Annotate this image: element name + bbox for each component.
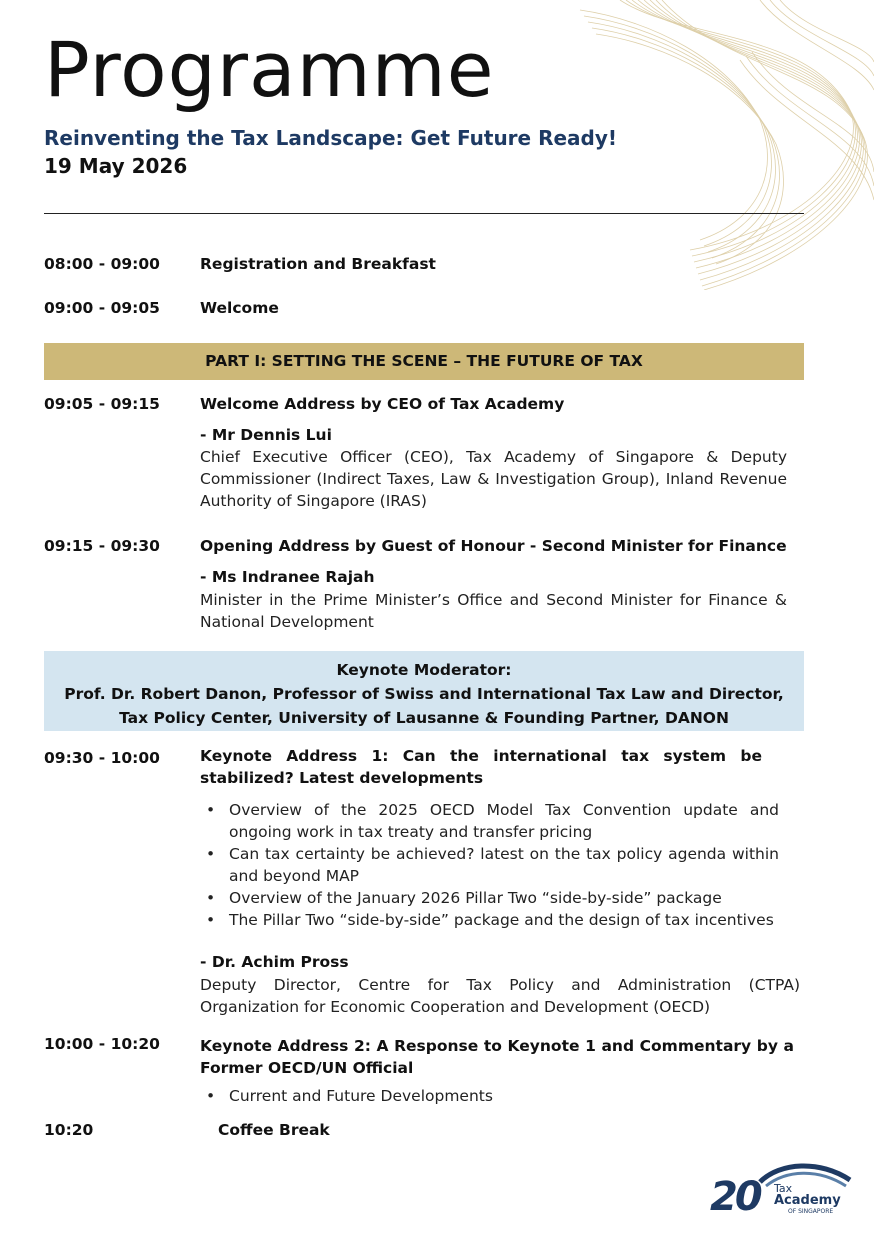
list-item: • Overview of the 2025 OECD Model Tax Convention update and ongoing work in tax treaty and transfer pricing [200, 799, 779, 843]
session-time: 09:30 - 10:00 [44, 749, 160, 767]
list-item: • The Pillar Two “side-by-side” package and the design of tax incentives [200, 909, 779, 931]
session-title: Keynote Address 1: Can the international tax system be stabilized? Latest developments [200, 747, 762, 787]
page-title: Programme [44, 25, 495, 114]
list-item: • Overview of the January 2026 Pillar Two “side-by-side” package [200, 887, 779, 909]
event-subtitle: Reinventing the Tax Landscape: Get Future Ready! [44, 126, 618, 150]
session-time: 09:00 - 09:05 [44, 299, 160, 317]
session-time: 10:00 - 10:20 [44, 1035, 160, 1053]
moderator-name-line: Prof. Dr. Robert Danon, Professor of Swiss and International Tax Law and Director, [64, 685, 784, 703]
list-item: • Can tax certainty be achieved? latest on the tax policy agenda within and beyond MAP [200, 843, 779, 887]
logo-number: 20 [710, 1174, 760, 1220]
moderator-affiliation-line: Tax Policy Center, University of Lausanne & Founding Partner, DANON [119, 709, 729, 727]
speaker-name: - Dr. Achim Pross [200, 953, 349, 971]
session-topics-list [200, 1085, 779, 1107]
session-time: 08:00 - 09:00 [44, 255, 160, 273]
session-time: 10:20 [44, 1121, 94, 1139]
tax-academy-logo [710, 1160, 855, 1222]
speaker-name: - Mr Dennis Lui [200, 426, 332, 444]
event-date: 19 May 2026 [44, 154, 188, 178]
session-title: Welcome Address by CEO of Tax Academy [200, 395, 565, 413]
keynote-moderator-band [44, 651, 804, 731]
logo-text-singapore: OF SINGAPORE [788, 1208, 834, 1215]
session-title: Keynote Address 2: A Response to Keynote 1 and Commentary by a Former OECD/UN Official [200, 1037, 794, 1077]
speaker-description: Chief Executive Officer (CEO), Tax Academy of Singapore & Deputy Commissioner (Indirect Taxes, Law & Investigation Group), Inland Revenue Authority of Singapore (IRAS) [200, 448, 787, 510]
moderator-label: Keynote Moderator: [336, 661, 512, 679]
session-title: Coffee Break [218, 1121, 330, 1139]
list-item: • Current and Future Developments [200, 1085, 779, 1107]
header-divider [44, 213, 804, 214]
session-time: 09:15 - 09:30 [44, 537, 160, 555]
speaker-description: Minister in the Prime Minister’s Office and Second Minister for Finance & National Development [200, 591, 787, 631]
session-time: 09:05 - 09:15 [44, 395, 160, 413]
session-topics-list [200, 799, 779, 931]
part-one-band: PART I: SETTING THE SCENE – THE FUTURE OF TAX [44, 343, 804, 380]
speaker-name: - Ms Indranee Rajah [200, 568, 375, 586]
session-title: Registration and Breakfast [200, 255, 436, 273]
logo-text-tax: Tax [774, 1182, 793, 1195]
logo-text-academy: Academy [774, 1193, 841, 1208]
speaker-description: Deputy Director, Centre for Tax Policy and Administration (CTPA) Organization for Economic Cooperation and Development (OECD) [200, 976, 800, 1016]
session-title: Opening Address by Guest of Honour - Second Minister for Finance [200, 537, 787, 555]
session-title: Welcome [200, 299, 279, 317]
